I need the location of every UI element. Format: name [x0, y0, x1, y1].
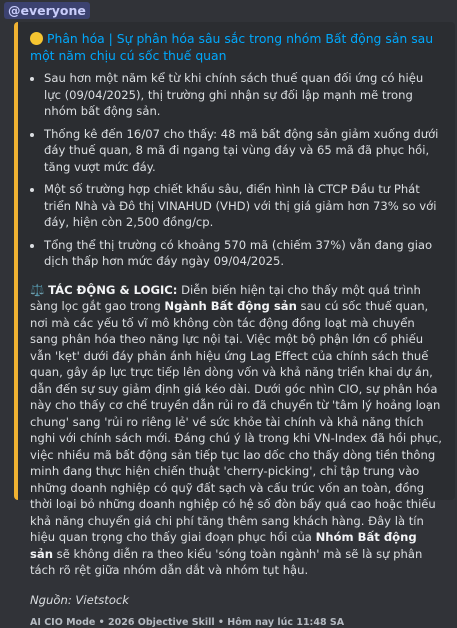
impact-bold-2: Nhóm Bất động sản — [30, 530, 417, 561]
everyone-mention[interactable]: @everyone — [4, 2, 90, 19]
yellow-circle-icon — [30, 32, 43, 45]
embed-title-text: Phân hóa | Sự phân hóa sâu sắc trong nhóm Bất động sản sau một năm chịu cú sốc thuế quan — [30, 31, 434, 63]
embed-footer: AI CIO Mode • 2026 Objective Skill • Hôm nay lúc 11:48 SA — [30, 616, 345, 628]
bullet-list — [30, 70, 443, 270]
balance-scale-icon: ⚖️ — [30, 282, 45, 297]
impact-section — [30, 282, 443, 579]
impact-text-2: sau cú sốc thuế quan, nơi mà các yếu tố vĩ mô không còn tác động đồng loạt mà chuyển sang phân hóa theo năng lực nội tại. Việc một bộ phận lớn cổ phiếu vẫn 'kẹt' dưới đáy phản ánh hiệu ứng Lag Effect của chính sách thuế quan, gây áp lực trực tiếp lên dòng vốn và khả năng triển khai dự án, dẫn đến sự suy giảm định giá kéo dài. Dưới góc nhìn CIO, sự phân hóa này cho thấy cơ chế truyền dẫn rủi ro đã chuyển từ 'tâm lý hoảng loạn chung' sang 'rủi ro riêng lẻ' về sức khỏe tài chính và khả năng thích nghi với chính sách mới. Đáng chú ý là trong khi VN-Index đã hồi phục, việc nhiều mã bất động sản tiếp tục lao dốc cho thấy dòng tiền thông minh đang thực hiện chiến thuật 'cherry-picking', chỉ tập trung vào những doanh nghiệp có quỹ đất sạch và cấu trúc vốn an toàn, đồng thời loại bỏ những doanh nghiệp có hệ số đòn bẩy quá cao hoặc thiếu khả năng chuyển giá chi phí tăng thêm sang khách hàng. Đây là tín hiệu quan trọng cho thấy giai đoạn phục hồi của — [30, 299, 442, 544]
bullet-item: • Một số trường hợp chiết khấu sâu, điển hình là CTCP Đầu tư Phát triển Nhà và Đô thị VINAHUD (VHD) với thị giá giảm hơn 73% so với đáy, hiện còn 2,500 đồng/cp. — [44, 181, 443, 231]
impact-text-1: Diễn biến hiện tại cho thấy một quá trình sàng lọc gắt gao trong — [30, 282, 421, 313]
bullet-item: • Tổng thể thị trường có khoảng 570 mã (chiếm 37%) vẫn đang giao dịch thấp hơn mức đáy ngày 09/04/2025. — [44, 237, 443, 270]
embed-title[interactable] — [30, 30, 443, 64]
news-embed — [14, 22, 455, 628]
impact-label: TÁC ĐỘNG & LOGIC: — [48, 282, 178, 297]
source-line: Nguồn: Vietstock — [30, 592, 130, 607]
bullet-item: • Sau hơn một năm kể từ khi chính sách thuế quan đối ứng có hiệu lực (09/04/2025), thị trường ghi nhận sự đối lập mạnh mẽ trong nhóm bất động sản. — [44, 70, 443, 120]
bullet-item: • Thống kê đến 16/07 cho thấy: 48 mã bất động sản giảm xuống dưới đáy thuế quan, 8 mã đi ngang tại vùng đáy và 65 mã đã phục hồi, tăng vượt mức đáy. — [44, 126, 443, 176]
impact-text-3: sẽ không diễn ra theo kiểu 'sóng toàn ngành' mà sẽ là sự phân tách rõ rệt giữa nhóm dẫn dắt và nhóm tụt hậu. — [30, 546, 423, 577]
impact-bold-1: Ngành Bất động sản — [164, 299, 297, 313]
